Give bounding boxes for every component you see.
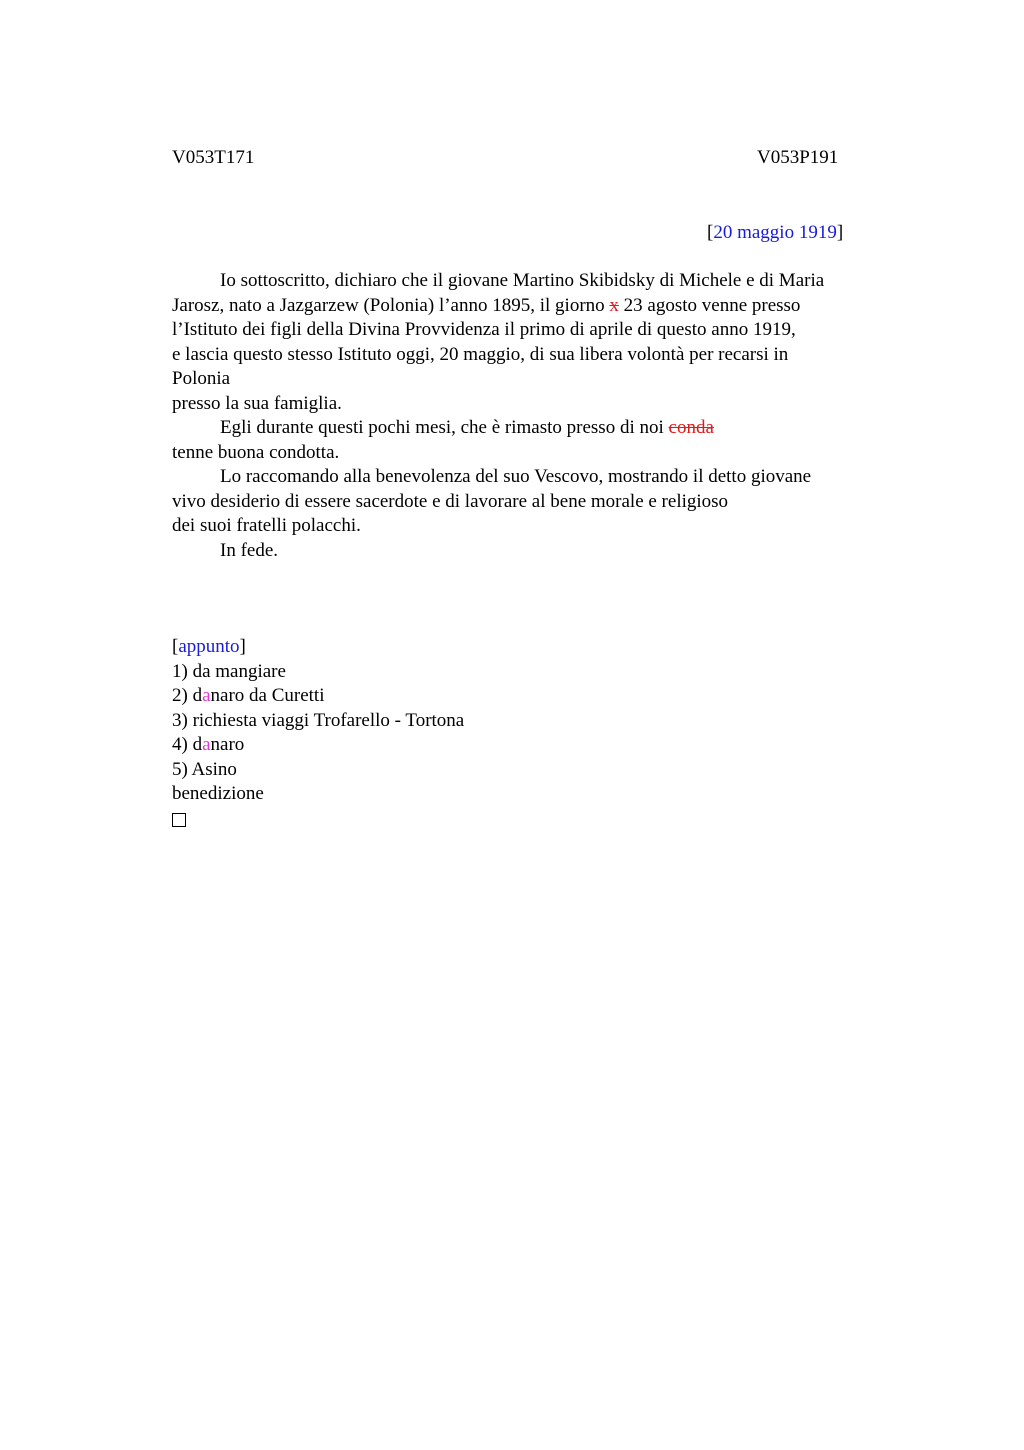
letter-line <box>172 416 892 441</box>
letter-text: Egli durante questi pochi mesi, che è rimasto presso di noi <box>220 417 669 438</box>
notes-section <box>172 635 464 834</box>
letter-line: Io sottoscritto, dichiaro che il giovane Martino Skibidsky di Michele e di Maria <box>220 270 825 291</box>
letter-text: Jarosz, nato a Jazgarzew (Polonia) l’anno 1895, il giorno <box>172 294 610 316</box>
letter-text: 23 agosto venne presso <box>618 294 801 316</box>
letter-line: presso la sua famiglia. <box>172 392 342 414</box>
corrected-letter: a <box>202 685 211 706</box>
note-item: benedizione <box>172 783 264 804</box>
letter-line: l’Istituto dei figli della Divina Provvidenza il primo di aprile di questo anno 1919, <box>172 319 796 340</box>
letter-line: Lo raccomando alla benevolenza del suo Vescovo, mostrando il detto giovane <box>220 466 812 487</box>
note-item: 5) Asino <box>172 758 237 780</box>
document-date <box>707 221 843 246</box>
letter-line: tenne buona condotta. <box>172 441 340 463</box>
notes-open-bracket: [ <box>172 636 179 657</box>
letter-line: e lascia questo stesso Istituto oggi, 20 maggio, di sua libera volontà per recarsi in <box>172 343 789 365</box>
note-item: 1) da mangiare <box>172 660 286 682</box>
document-code-right: V053P191 <box>757 147 839 168</box>
letter-line: dei suoi fratelli polacchi. <box>172 515 361 536</box>
letter-line: In fede. <box>220 539 279 561</box>
notes-close-bracket: ] <box>239 636 246 657</box>
note-text: 2) d <box>172 685 203 706</box>
document-code-left: V053T171 <box>172 147 255 168</box>
deleted-text: conda <box>668 417 714 438</box>
notes-label: appunto <box>178 636 240 657</box>
date-open-bracket: [ <box>707 222 714 243</box>
letter-line: vivo desiderio di essere sacerdote e di lavorare al bene morale e religioso <box>172 490 729 512</box>
note-text: 4) d <box>172 734 203 755</box>
date-text: 20 maggio 1919 <box>713 222 837 243</box>
note-text: naro <box>210 734 245 755</box>
date-close-bracket: ] <box>836 222 844 243</box>
note-item: 3) richiesta viaggi Trofarello - Tortona <box>172 709 465 731</box>
letter-body <box>172 269 892 563</box>
note-item <box>172 733 464 758</box>
letter-line: Polonia <box>172 368 231 389</box>
letter-line <box>172 294 892 319</box>
notes-heading <box>172 635 464 660</box>
note-item <box>172 684 464 709</box>
deleted-text: x <box>609 294 619 316</box>
note-text: naro da Curetti <box>210 685 325 706</box>
corrected-letter: a <box>202 734 211 755</box>
empty-checkbox-icon <box>172 813 186 827</box>
